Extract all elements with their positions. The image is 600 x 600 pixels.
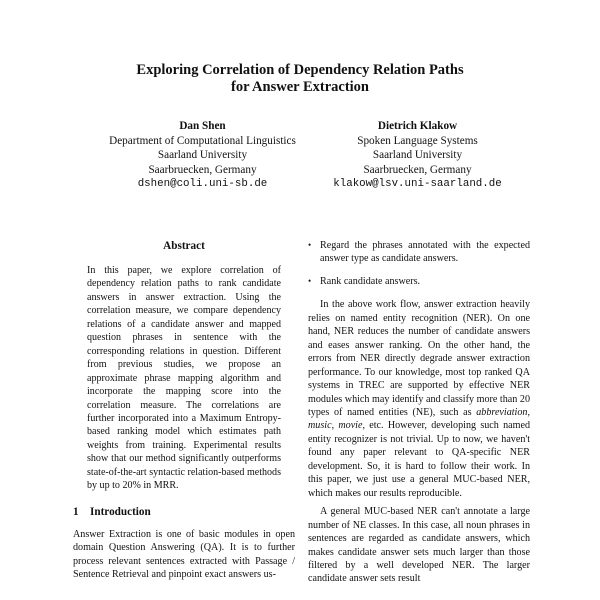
- ne-example-music: music: [308, 420, 332, 432]
- body-paragraph-2: A general MUC-based NER can't annotate a large number of NE classes. In this case, all noun phrases in sentences are regarded as candidate answers, which makes candidate answer sets much larger than those filtered by a well developed NER. The larger candidate answer sets result: [308, 506, 530, 585]
- bullet-icon: •: [308, 240, 312, 250]
- bullet-item: [308, 275, 530, 288]
- section-title: Introduction: [90, 505, 151, 518]
- ne-example-movie: movie: [338, 420, 363, 432]
- abstract-heading: Abstract: [163, 240, 205, 252]
- author-institution: Saarland University: [157, 149, 248, 162]
- bullet-text: Regard the phrases annotated with the expected answer type as candidate answers.: [320, 240, 530, 265]
- author-email: dshen@coli.uni-sb.de: [137, 178, 268, 191]
- paragraph-text: , etc. However, developing such named entity recognizer is not trivial. Up to now, we haven't found any paper relevant to QA-specific NER development. So, it is hard to follow their work. In this paper, we just use a general MUC-based NER, which makes our results reproducible.: [308, 420, 530, 499]
- section-heading-introduction: [73, 505, 295, 519]
- title-line-1: Exploring Correlation of Dependency Relation Paths: [136, 62, 464, 78]
- section-number: 1: [73, 505, 79, 518]
- introduction-paragraph: Answer Extraction is one of basic modules in open domain Question Answering (QA). It is to further process relevant sentences extracted with Passage / Sentence Retrieval and pinpoint exact answers us-: [73, 528, 295, 581]
- author-institution: Saarland University: [372, 149, 463, 162]
- ne-example-abbreviation: abbreviation: [476, 406, 528, 418]
- author-name: Dan Shen: [179, 120, 226, 132]
- author-email: klakow@lsv.uni-saarland.de: [333, 178, 502, 191]
- author-block-2: [325, 119, 510, 192]
- body-paragraph-1: [308, 298, 530, 500]
- author-name: Dietrich Klakow: [377, 120, 458, 132]
- separator: ,: [331, 420, 339, 432]
- workflow-bullet-list: [308, 239, 530, 288]
- bullet-icon: •: [308, 275, 312, 286]
- author-location: Saarbruecken, Germany: [363, 163, 472, 176]
- paper-title: [0, 62, 600, 96]
- separator: ,: [527, 406, 530, 418]
- abstract-text: In this paper, we explore correlation of dependency relation paths to rank candidate answers in answer extraction. Using the correlation measure, we compare dependency relations of a candidate answer and mapped question phrases in sentence with the corresponding relations in question. Different from previous studies, we propose an approximate phrase mapping algorithm and incorporate the mapping score into the correlation measure. The correlations are further incorporated into a Maximum Entropy-based ranking model which estimates path weights from training. Experimental results show that our method significantly outperforms state-of-the-art syntactic relation-based methods by up to 20% in MRR.: [87, 265, 281, 492]
- abstract-body: [73, 264, 295, 493]
- author-block-1: [90, 119, 315, 192]
- author-affiliation: Department of Computational Linguistics: [109, 134, 296, 147]
- author-affiliation: Spoken Language Systems: [357, 134, 478, 147]
- author-location: Saarbruecken, Germany: [148, 163, 257, 176]
- paragraph-text: In the above work flow, answer extraction heavily relies on named entity recognition (NER). On one hand, NER reduces the number of candidate answers and eases answer ranking. On the other hand, the errors from NER directly degrade answer extraction performance. To our knowledge, most top ranked QA systems in TREC are supported by effective NER modules which may identify and classify more than 20 types of named entities (NE), such as: [308, 299, 530, 418]
- right-column: [308, 239, 530, 586]
- bullet-item: [308, 239, 530, 266]
- left-column: [73, 239, 295, 582]
- bullet-text: Rank candidate answers.: [320, 275, 421, 287]
- title-line-2: for Answer Extraction: [230, 79, 369, 95]
